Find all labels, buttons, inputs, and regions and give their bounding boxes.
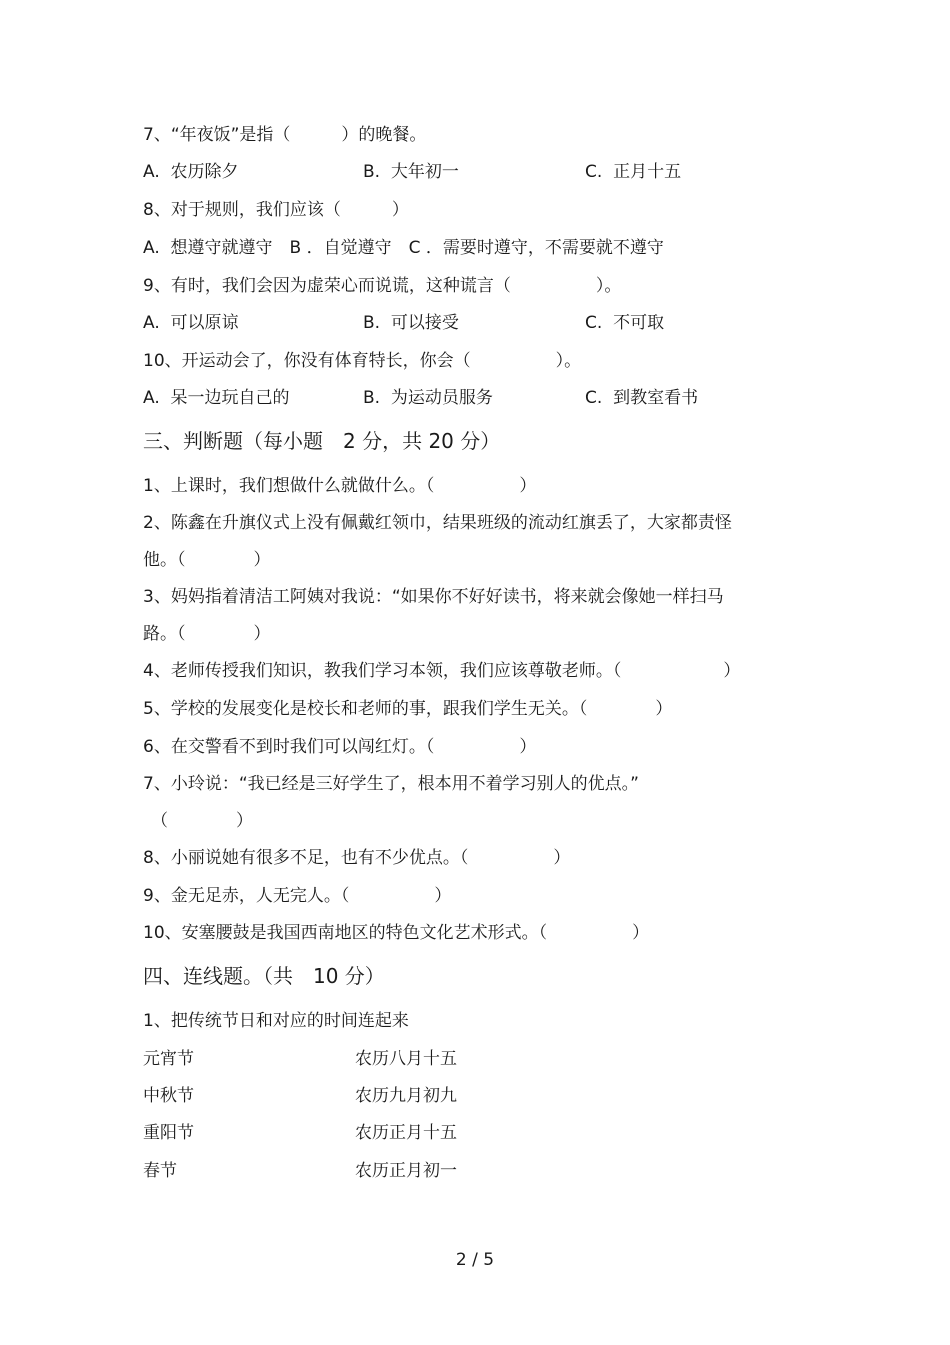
question-7: 7、“年夜饭”是指（ ）的晚餐。 <box>143 125 427 145</box>
match-instruction: 1、把传统节日和对应的时间连起来 <box>143 1011 409 1031</box>
judge-item: 8、小丽说她有很多不足，也有不少优点。（ ） <box>143 848 571 868</box>
judge-item: （ ） <box>151 811 253 831</box>
date-item: 农历正月初一 <box>355 1161 457 1181</box>
festival-item: 春节 <box>143 1161 177 1181</box>
q9-option-a: A. 可以原谅 <box>143 313 239 333</box>
q10-option-b: B. 为运动员服务 <box>363 388 493 408</box>
question-8: 8、对于规则，我们应该（ ） <box>143 200 409 220</box>
question-10: 10、开运动会了，你没有体育特长，你会（ ）。 <box>143 351 582 371</box>
section-title-judge: 三、判断题（每小题 2 分，共 20 分） <box>143 429 501 453</box>
festival-item: 中秋节 <box>143 1086 194 1106</box>
judge-item: 他。（ ） <box>143 550 271 570</box>
judge-item: 9、金无足赤，人无完人。（ ） <box>143 886 452 906</box>
date-item: 农历正月十五 <box>355 1123 457 1143</box>
q7-option-b: B. 大年初一 <box>363 162 459 182</box>
judge-item: 5、学校的发展变化是校长和老师的事，跟我们学生无关。（ ） <box>143 699 673 719</box>
q7-option-c: C. 正月十五 <box>585 162 682 182</box>
q10-option-c: C. 到教室看书 <box>585 388 699 408</box>
q8-options: A. 想遵守就遵守 B ．自觉遵守 C ．需要时遵守，不需要就不遵守 <box>143 238 664 258</box>
q9-option-b: B. 可以接受 <box>363 313 459 333</box>
judge-item: 10、安塞腰鼓是我国西南地区的特色文化艺术形式。（ ） <box>143 923 650 943</box>
page-number: 2 / 5 <box>455 1250 495 1270</box>
date-item: 农历八月十五 <box>355 1049 457 1069</box>
q7-option-a: A. 农历除夕 <box>143 162 239 182</box>
judge-item: 1、上课时，我们想做什么就做什么。（ ） <box>143 476 537 496</box>
festival-item: 重阳节 <box>143 1123 194 1143</box>
q10-option-a: A. 呆一边玩自己的 <box>143 388 290 408</box>
q9-option-c: C. 不可取 <box>585 313 665 333</box>
judge-item: 4、老师传授我们知识，教我们学习本领，我们应该尊敬老师。（ ） <box>143 661 741 681</box>
date-item: 农历九月初九 <box>355 1086 457 1106</box>
judge-item: 2、陈鑫在升旗仪式上没有佩戴红领巾，结果班级的流动红旗丢了，大家都责怪 <box>143 513 732 533</box>
question-9: 9、有时，我们会因为虚荣心而说谎，这种谎言（ ）。 <box>143 276 622 296</box>
judge-item: 路。（ ） <box>143 624 271 644</box>
festival-item: 元宵节 <box>143 1049 194 1069</box>
section-title-match: 四、连线题。（共 10 分） <box>143 964 385 988</box>
judge-item: 3、妈妈指着清洁工阿姨对我说：“如果你不好好读书，将来就会像她一样扫马 <box>143 587 724 607</box>
judge-item: 7、小玲说：“我已经是三好学生了，根本用不着学习别人的优点。” <box>143 774 639 794</box>
judge-item: 6、在交警看不到时我们可以闯红灯。（ ） <box>143 737 537 757</box>
